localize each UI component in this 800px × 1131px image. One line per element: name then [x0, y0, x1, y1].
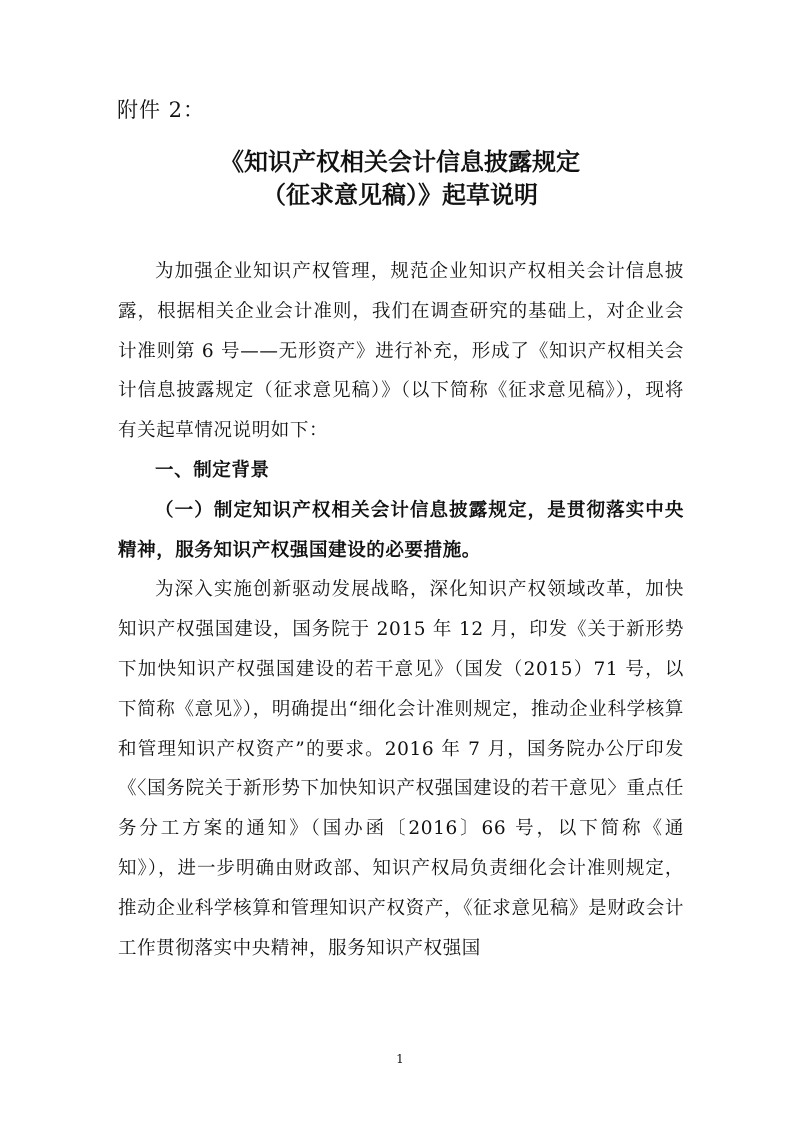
- document-title-line-2: （征求意见稿）》起草说明: [262, 181, 538, 209]
- attachment-label: 附件 2：: [117, 98, 206, 122]
- document-body: [118, 252, 684, 968]
- page-number: 1: [396, 1052, 404, 1066]
- section-heading-background: 一、制定背景: [155, 459, 270, 481]
- body-paragraph: 为深入实施创新驱动发展战略，深化知识产权领域改革，加快知识产权强国建设，国务院于 2015 年 12 月，印发《关于新形势下加快知识产权强国建设的若干意见》（国发（2015）71 号，以下简称《意见》），明确提出“细化会计准则规定，推动企业科学核算和管理知识产权资产”的要求。2016 年 7 月，国务院办公厅印发《〈国务院关于新形势下加快知识产权强国建设的若干意见〉重点任务分工方案的通知》（国办函〔2016〕66 号，以下简称《通知》），进一步明确由财政部、知识产权局负责细化会计准则规定，推动企业科学核算和管理知识产权资产，《征求意见稿》是财政会计工作贯彻落实中央精神，服务知识产权强国: [118, 579, 684, 959]
- document-title-line-1: 《知识产权相关会计信息披露规定: [220, 148, 580, 176]
- intro-paragraph: 为加强企业知识产权管理，规范企业知识产权相关会计信息披露，根据相关企业会计准则，我们在调查研究的基础上，对企业会计准则第 6 号——无形资产》进行补充，形成了《知识产权相关会计信息披露规定（征求意见稿）》（以下简称《征求意见稿》），现将有关起草情况说明如下：: [118, 261, 684, 442]
- subsection-heading-1: （一）制定知识产权相关会计信息披露规定，是贯彻落实中央精神，服务知识产权强国建设的必要措施。: [118, 499, 684, 561]
